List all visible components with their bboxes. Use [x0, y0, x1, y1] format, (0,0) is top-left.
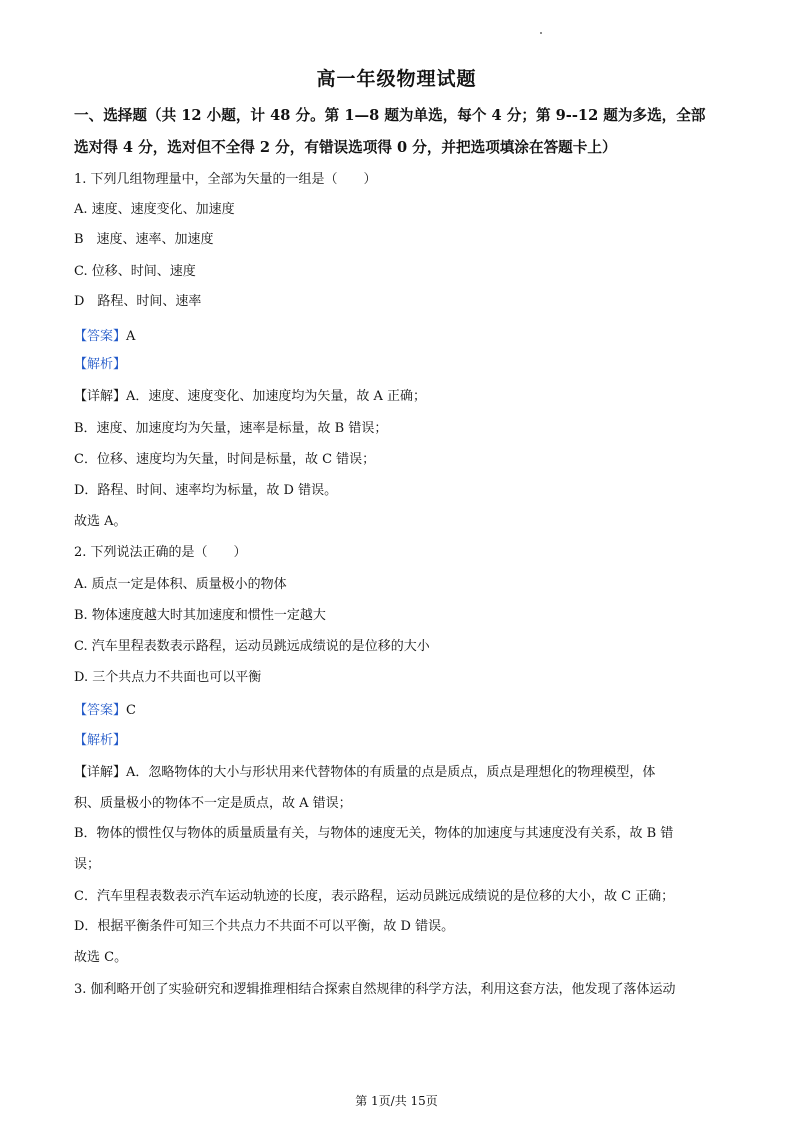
- question-2-detail-4: 误；: [74, 857, 101, 872]
- detail-text: A．忽略物体的大小与形状用来代替物体的有质量的点是质点，质点是理想化的物理模型，体: [126, 765, 656, 780]
- answer-value: A: [126, 329, 136, 344]
- question-2-detail-5: C．汽车里程表数表示汽车运动轨迹的长度，表示路程，运动员跳远成绩说的是位移的大小，故 C 正确；: [74, 889, 675, 904]
- scan-dot: [540, 32, 542, 34]
- question-1-detail-2: B．速度、加速度均为矢量，速率是标量，故 B 错误；: [74, 421, 388, 436]
- question-1-answer: [74, 328, 135, 346]
- question-1-option-d: D 路程、时间、速率: [74, 294, 202, 309]
- question-2-analysis-tag: 【解析】: [74, 733, 127, 748]
- page-title: 高一年级物理试题: [316, 68, 477, 90]
- answer-tag: 【答案】: [74, 329, 127, 344]
- question-2-stem: 2. 下列说法正确的是（ ）: [74, 545, 247, 560]
- question-1-option-b: B 速度、速率、加速度: [74, 232, 214, 247]
- detail-text: A．速度、速度变化、加速度均为矢量，故 A 正确；: [126, 389, 427, 404]
- question-1-detail-4: D．路程、时间、速率均为标量，故 D 错误。: [74, 483, 338, 498]
- question-1-option-c: C. 位移、时间、速度: [74, 264, 196, 279]
- question-2-detail-1: [74, 764, 655, 782]
- question-1-detail-1: [74, 388, 426, 406]
- section-heading-line-2: 选对得 4 分，选对但不全得 2 分，有错误选项得 0 分，并把选项填涂在答题卡上）: [74, 139, 617, 156]
- question-2-option-d: D. 三个共点力不共面也可以平衡: [74, 670, 262, 685]
- question-2-conclusion: 故选 C。: [74, 950, 128, 965]
- question-2-detail-2: 积、质量极小的物体不一定是质点，故 A 错误；: [74, 796, 352, 811]
- question-1-detail-3: C．位移、速度均为矢量，时间是标量，故 C 错误；: [74, 452, 376, 467]
- question-2-detail-6: D．根据平衡条件可知三个共点力不共面不可以平衡，故 D 错误。: [74, 919, 455, 934]
- page-footer: 第 1页/共 15页: [355, 1094, 438, 1108]
- detail-tag: 【详解】: [74, 765, 127, 780]
- question-2-option-c: C. 汽车里程表数表示路程，运动员跳远成绩说的是位移的大小: [74, 639, 430, 654]
- question-2-option-a: A. 质点一定是体积、质量极小的物体: [74, 577, 287, 592]
- question-3-stem: 3. 伽利略开创了实验研究和逻辑推理相结合探索自然规律的科学方法，利用这套方法，他发现了落体运动: [74, 982, 676, 997]
- question-2-answer: [74, 702, 136, 720]
- question-1-option-a: A. 速度、速度变化、加速度: [74, 202, 235, 217]
- answer-value: C: [126, 703, 136, 718]
- question-1-conclusion: 故选 A。: [74, 514, 127, 529]
- question-2-option-b: B. 物体速度越大时其加速度和惯性一定越大: [74, 608, 326, 623]
- question-2-detail-3: B．物体的惯性仅与物体的质量质量有关，与物体的速度无关，物体的加速度与其速度没有关系，故 B 错: [74, 826, 674, 841]
- question-1-stem: 1. 下列几组物理量中，全部为矢量的一组是（ ）: [74, 172, 377, 187]
- answer-tag: 【答案】: [74, 703, 127, 718]
- section-heading-line-1: 一、选择题（共 12 小题，计 48 分。第 1—8 题为单选，每个 4 分；第 9--12 题为多选，全部: [74, 107, 706, 124]
- question-1-analysis-tag: 【解析】: [74, 357, 127, 372]
- detail-tag: 【详解】: [74, 389, 127, 404]
